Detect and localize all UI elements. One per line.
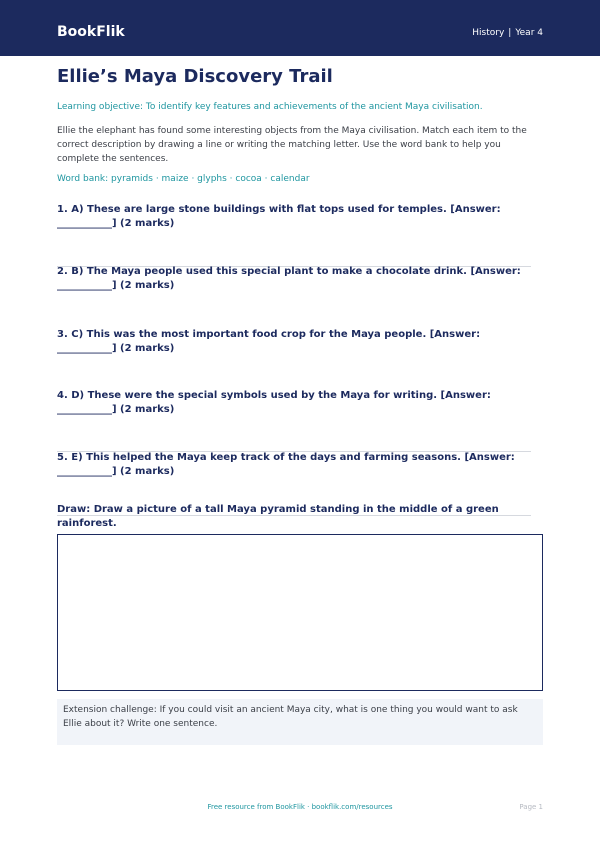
question-3: 3. C) This was the most important food crop for the Maya people. [Answer: ___________] (2 marks) [57,329,481,354]
drawing-area[interactable] [57,534,543,691]
year-label: Year 4 [515,28,543,38]
extension-text: Extension challenge: If you could visit an ancient Maya city, what is one thing you would want to ask Ellie about it? Write one sentence. [63,705,518,729]
header-bar [0,0,600,56]
instructions-text: Ellie the elephant has found some interesting objects from the Maya civilisation. Match each item to the correct description by drawing a line or writing the matching letter. Use the word bank to help you complete the sentences. [57,126,527,164]
subject-year-label [472,27,543,39]
question-2: 2. B) The Maya people used this special plant to make a chocolate drink. [Answer: ___________] (2 marks) [57,266,521,291]
word-bank: Word bank: pyramids · maize · glyphs · cocoa · calendar [57,174,310,184]
subject-label: History [472,28,505,38]
question-4: 4. D) These were the special symbols used by the Maya for writing. [Answer: ___________] (2 marks) [57,390,491,415]
footer-credit: Free resource from BookFlik · bookflik.com/resources [207,803,393,811]
extension-challenge [57,699,543,745]
meta-separator: | [508,28,512,38]
question-5: 5. E) This helped the Maya keep track of the days and farming seasons. [Answer: ___________] (2 marks) [57,452,515,477]
draw-prompt: Draw: Draw a picture of a tall Maya pyramid standing in the middle of a green rainforest. [57,504,499,529]
page-number: Page 1 [519,803,543,811]
question-1: 1. A) These are large stone buildings with flat tops used for temples. [Answer: ___________] (2 marks) [57,204,501,229]
page-title: Ellie’s Maya Discovery Trail [57,66,333,87]
learning-objective: Learning objective: To identify key features and achievements of the ancient Maya civilisation. [57,102,483,112]
brand-logo: BookFlik [57,24,125,40]
